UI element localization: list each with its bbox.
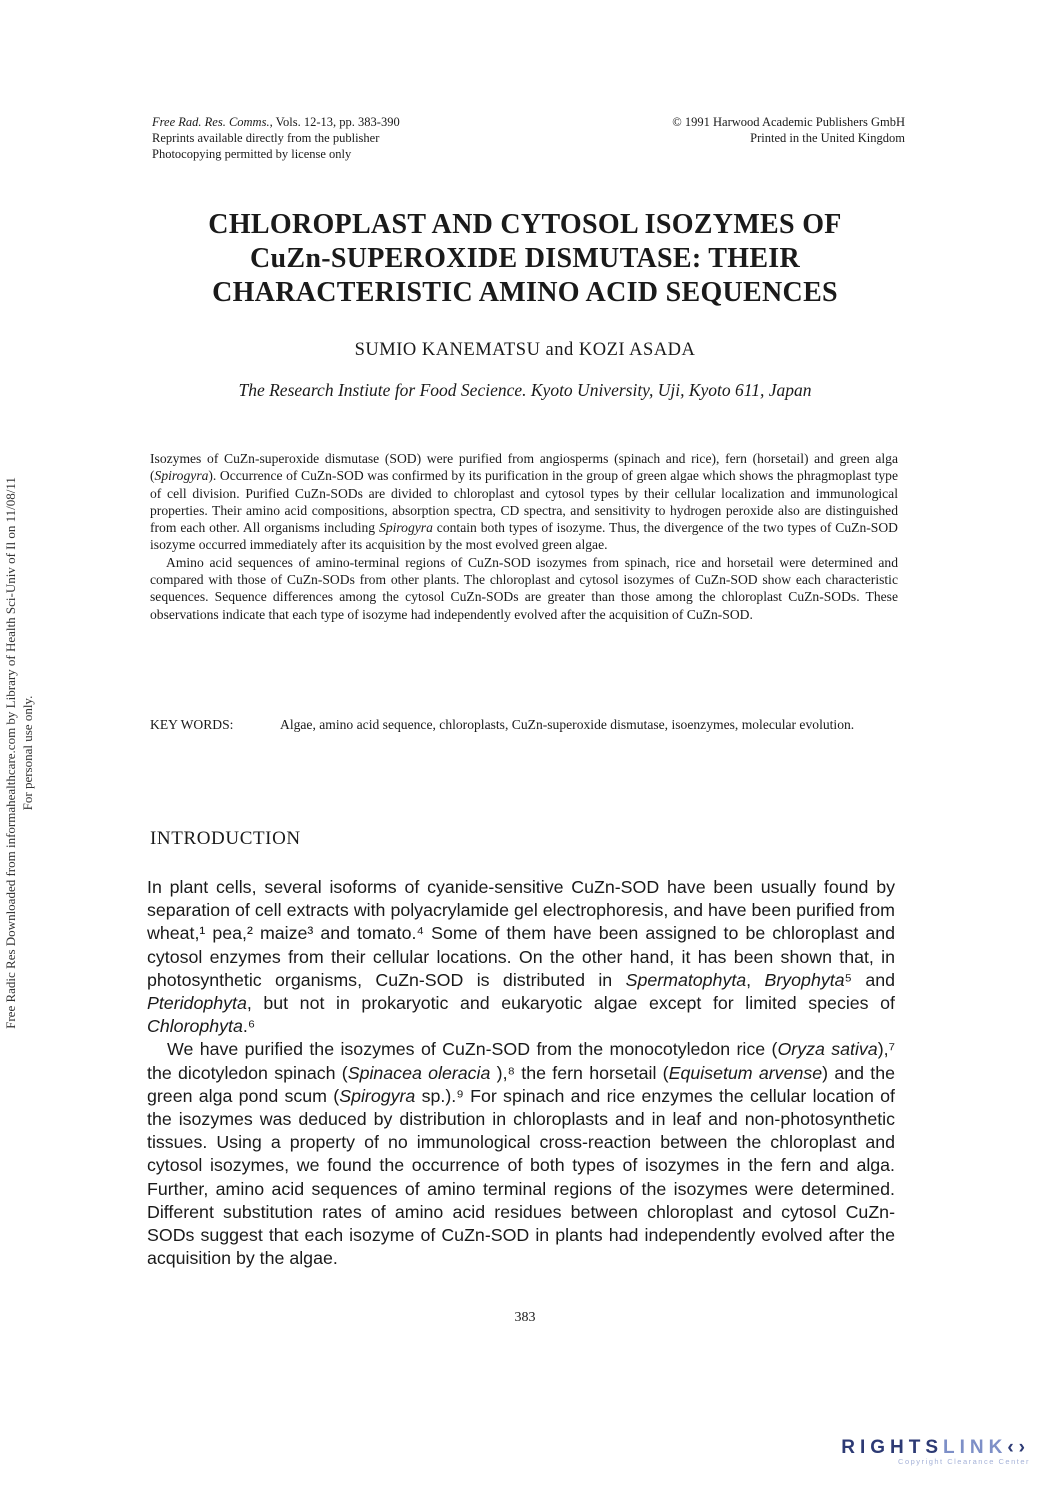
- keywords-value: Algae, amino acid sequence, chloroplasts, CuZn-superoxide dismutase, isoenzymes, molecular evolution.: [280, 717, 855, 732]
- printed-line: Printed in the United Kingdom: [750, 131, 905, 145]
- section-heading: INTRODUCTION: [150, 828, 301, 849]
- keywords-label: KEY WORDS:: [150, 717, 234, 732]
- title-line: CHLOROPLAST AND CYTOSOL ISOZYMES OF: [208, 209, 842, 240]
- citation-rest: Vols. 12-13, pp. 383-390: [275, 115, 400, 129]
- abstract-paragraph: Isozymes of CuZn-superoxide dismutase (SOD) were purified from angiosperms (spinach and rice), fern (horsetail) and green alga (Spirogyra). Occurrence of CuZn-SOD was confirmed by its purification in the group of green algae which shows the phragmoplast type of cell division. Purified CuZn-SODs are divided to chloroplast and cytosol types by their cellular localization and immunological properties. Their amino acid compositions, absorption spectra, CD spectra, and sensitivity to hydrogen peroxide also are distinguished from each other. All organisms including Spirogyra contain both types of isozyme. Thus, the divergence of the two types of CuZn-SOD isozyme occurred immediately after its acquisition by the most evolved green algae.: [150, 451, 898, 553]
- chevron-pair-icon: ‹›: [1007, 1437, 1030, 1458]
- rightslink-wordmark: [800, 1437, 1030, 1459]
- page-number: 383: [514, 1310, 536, 1325]
- body-paragraph: In plant cells, several isoforms of cyanide-sensitive CuZn-SOD have been usually found by separation of cell extracts with polyacrylamide gel electrophoresis, and have been purified from wheat,¹ pea,² maize³ and tomato.⁴ Some of them have been assigned to be chloroplast and cytosol enzymes from their cellular locations. On the other hand, it has been shown that, in photosynthetic organisms, CuZn-SOD is distributed in Spermatophyta, Bryophyta⁵ and Pteridophyta, but not in prokaryotic and eukaryotic algae except for limited species of Chlorophyta.⁶: [147, 877, 895, 1037]
- title-line: CHARACTERISTIC AMINO ACID SEQUENCES: [212, 277, 838, 308]
- authors: SUMIO KANEMATSU and KOZI ASADA: [354, 340, 696, 360]
- header-copyright: [560, 114, 905, 146]
- abstract: [150, 450, 898, 623]
- personal-use-line: For personal use only.: [20, 695, 35, 811]
- keywords: [150, 716, 898, 733]
- download-side-note: [2, 398, 36, 1108]
- reprints-line: Reprints available directly from the publisher: [152, 131, 380, 145]
- header-citation: [152, 114, 572, 162]
- download-note-line: Free Radic Res Downloaded from informahealthcare.com by Library of Health Sci-Univ of Il on 11/08/11: [3, 477, 18, 1029]
- rightslink-tagline: Copyright Clearance Center: [898, 1457, 1030, 1466]
- article-title: [120, 208, 930, 310]
- abstract-paragraph: Amino acid sequences of amino-terminal regions of CuZn-SOD isozymes from spinach, rice and horsetail were determined and compared with those of CuZn-SODs from other plants. The chloroplast and cytosol isozymes of CuZn-SOD show each characteristic sequences. Sequence differences among the cytosol CuZn-SODs are greater than those among the chloroplast CuZn-SODs. These observations indicate that each type of isozyme had independently evolved after the acquisition of CuZn-SOD.: [150, 554, 898, 622]
- title-line: CuZn-SUPEROXIDE DISMUTASE: THEIR: [249, 243, 801, 274]
- rightslink-link: LINK: [943, 1437, 1008, 1458]
- copyright-line: © 1991 Harwood Academic Publishers GmbH: [672, 115, 905, 129]
- photocopy-line: Photocopying permitted by license only: [152, 147, 352, 161]
- rightslink-rights: RIGHTS: [841, 1437, 944, 1458]
- body-paragraph: We have purified the isozymes of CuZn-SOD from the monocotyledon rice (Oryza sativa),⁷ the dicotyledon spinach (Spinacea oleracia ),⁸ the fern horsetail (Equisetum arvense) and the green alga pond scum (Spirogyra sp.).⁹ For spinach and rice enzymes the cellular location of the isozymes was deduced by distribution in chloroplasts and in leaf and non-photosynthetic tissues. Using a property of no immunological cross-reaction between the chloroplast and cytosol isozymes, we found the occurrence of both types of isozymes in the fern and alga. Further, amino acid sequences of amino terminal regions of the isozymes were determined. Different substitution rates of amino acid residues between chloroplast and cytosol CuZn-SODs suggest that each isozyme of CuZn-SOD in plants had independently evolved after the acquisition by the algae.: [147, 1039, 895, 1269]
- introduction-text: [147, 876, 895, 1270]
- rightslink-logo[interactable]: [800, 1437, 1030, 1466]
- citation-line: Free Rad. Res. Comms., Vols. 12-13, pp. 383-390: [152, 115, 400, 129]
- affiliation: The Research Instiute for Food Secience. Kyoto University, Uji, Kyoto 611, Japan: [238, 380, 812, 400]
